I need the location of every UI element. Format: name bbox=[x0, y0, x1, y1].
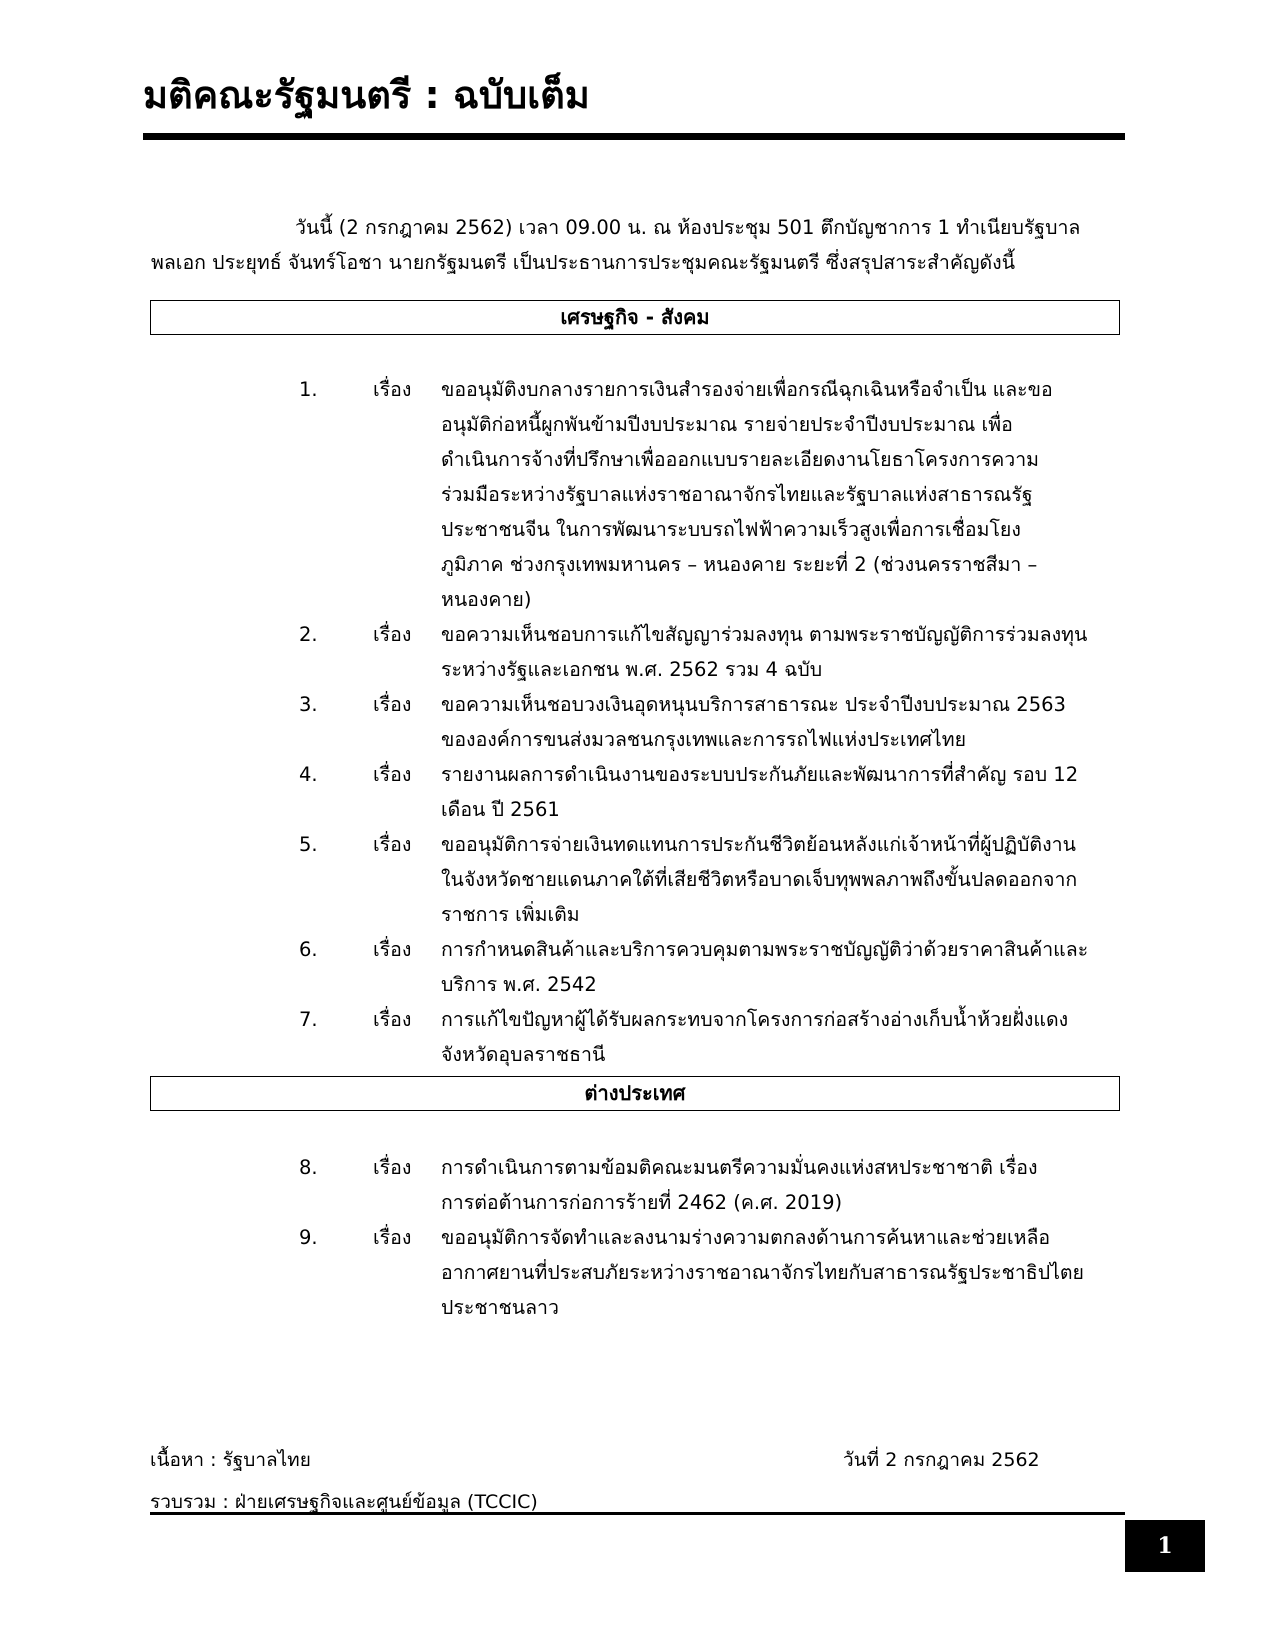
agenda-item-line: การดำเนินการตามข้อมติคณะมนตรีความมั่นคงแห่งสหประชาชาติ เรื่อง bbox=[441, 1156, 1038, 1179]
agenda-item-line: ประชาชนจีน ในการพัฒนาระบบรถไฟฟ้าความเร็วสูงเพื่อการเชื่อมโยง bbox=[441, 518, 1021, 541]
agenda-item-label: เรื่อง bbox=[373, 623, 412, 646]
section-list-economy-society bbox=[0, 372, 1275, 1072]
agenda-item-number: 4. bbox=[299, 763, 318, 786]
footer-date: วันที่ 2 กรกฎาคม 2562 bbox=[843, 1449, 1040, 1471]
agenda-item-text bbox=[441, 687, 1121, 757]
agenda-item-line: ในจังหวัดชายแดนภาคใต้ที่เสียชีวิตหรือบาดเจ็บทุพพลภาพถึงขั้นปลดออกจาก bbox=[441, 868, 1078, 891]
agenda-item bbox=[0, 827, 1275, 932]
agenda-item-line: ขออนุมัติงบกลางรายการเงินสำรองจ่ายเพื่อกรณีฉุกเฉินหรือจำเป็น และขอ bbox=[441, 378, 1053, 401]
agenda-item-line: ขอความเห็นชอบการแก้ไขสัญญาร่วมลงทุน ตามพระราชบัญญัติการร่วมลงทุน bbox=[441, 623, 1088, 646]
agenda-item-line: ขอความเห็นชอบวงเงินอุดหนุนบริการสาธารณะ ประจำปีงบประมาณ 2563 bbox=[441, 693, 1066, 716]
agenda-item bbox=[0, 1002, 1275, 1072]
intro-line-2: พลเอก ประยุทธ์ จันทร์โอชา นายกรัฐมนตรี เป็นประธานการประชุมคณะรัฐมนตรี ซึ่งสรุปสาระสำคัญดังนี้ bbox=[151, 251, 1016, 274]
agenda-item bbox=[0, 757, 1275, 827]
agenda-item-line: ร่วมมือระหว่างรัฐบาลแห่งราชอาณาจักรไทยและรัฐบาลแห่งสาธารณรัฐ bbox=[441, 483, 1033, 506]
page-number-badge: 1 bbox=[1125, 1520, 1205, 1572]
agenda-item-line: ขององค์การขนส่งมวลชนกรุงเทพและการรถไฟแห่งประเทศไทย bbox=[441, 728, 967, 751]
agenda-item bbox=[0, 687, 1275, 757]
page-title: มติคณะรัฐมนตรี : ฉบับเต็ม bbox=[143, 73, 590, 117]
agenda-item-label: เรื่อง bbox=[373, 1156, 412, 1179]
agenda-item-number: 1. bbox=[299, 378, 318, 401]
agenda-item-line: ระหว่างรัฐและเอกชน พ.ศ. 2562 รวม 4 ฉบับ bbox=[441, 658, 823, 681]
agenda-item-line: ขออนุมัติการจัดทำและลงนามร่างความตกลงด้านการค้นหาและช่วยเหลือ bbox=[441, 1226, 1051, 1249]
agenda-item-number: 2. bbox=[299, 623, 318, 646]
agenda-item-line: ขออนุมัติการจ่ายเงินทดแทนการประกันชีวิตย้อนหลังแก่เจ้าหน้าที่ผู้ปฏิบัติงาน bbox=[441, 833, 1076, 856]
intro-line-1: วันนี้ (2 กรกฎาคม 2562) เวลา 09.00 น. ณ ห้องประชุม 501 ตึกบัญชาการ 1 ทำเนียบรัฐบาล bbox=[295, 216, 1081, 239]
agenda-item-text bbox=[441, 757, 1121, 827]
agenda-item-number: 8. bbox=[299, 1156, 318, 1179]
agenda-item-number: 9. bbox=[299, 1226, 318, 1249]
agenda-item bbox=[0, 372, 1275, 617]
agenda-item bbox=[0, 1150, 1275, 1220]
footer-compiled-by: รวบรวม : ฝ่ายเศรษฐกิจและศูนย์ข้อมูล (TCCIC) bbox=[150, 1491, 538, 1513]
agenda-item bbox=[0, 617, 1275, 687]
agenda-item-line: ประชาชนลาว bbox=[441, 1296, 559, 1319]
agenda-item-line: การกำหนดสินค้าและบริการควบคุมตามพระราชบัญญัติว่าด้วยราคาสินค้าและ bbox=[441, 938, 1089, 961]
agenda-item-line: อนุมัติก่อหนี้ผูกพันข้ามปีงบประมาณ รายจ่ายประจำปีงบประมาณ เพื่อ bbox=[441, 413, 1013, 436]
agenda-item-line: บริการ พ.ศ. 2542 bbox=[441, 973, 597, 996]
agenda-item-label: เรื่อง bbox=[373, 938, 412, 961]
title-divider bbox=[143, 133, 1125, 140]
agenda-item-text bbox=[441, 1150, 1121, 1220]
agenda-item-text bbox=[441, 1220, 1121, 1325]
agenda-item-text bbox=[441, 932, 1121, 1002]
agenda-item-line: จังหวัดอุบลราชธานี bbox=[441, 1043, 606, 1066]
agenda-item bbox=[0, 1220, 1275, 1325]
section-list-foreign-affairs bbox=[0, 1150, 1275, 1325]
agenda-item-line: เดือน ปี 2561 bbox=[441, 798, 560, 821]
agenda-item-line: หนองคาย) bbox=[441, 588, 532, 611]
agenda-item-label: เรื่อง bbox=[373, 693, 412, 716]
intro-paragraph bbox=[151, 210, 1121, 280]
agenda-item bbox=[0, 932, 1275, 1002]
agenda-item-text bbox=[441, 372, 1121, 617]
agenda-item-line: ดำเนินการจ้างที่ปรึกษาเพื่อออกแบบรายละเอียดงานโยธาโครงการความ bbox=[441, 448, 1039, 471]
agenda-item-line: ราชการ เพิ่มเติม bbox=[441, 903, 580, 926]
agenda-item-text bbox=[441, 1002, 1121, 1072]
agenda-item-number: 5. bbox=[299, 833, 318, 856]
agenda-item-number: 6. bbox=[299, 938, 318, 961]
agenda-item-text bbox=[441, 617, 1121, 687]
agenda-item-label: เรื่อง bbox=[373, 833, 412, 856]
agenda-item-line: ภูมิภาค ช่วงกรุงเทพมหานคร – หนองคาย ระยะที่ 2 (ช่วงนครราชสีมา – bbox=[441, 553, 1038, 576]
agenda-item-label: เรื่อง bbox=[373, 378, 412, 401]
agenda-item-line: การต่อต้านการก่อการร้ายที่ 2462 (ค.ศ. 2019) bbox=[441, 1191, 843, 1214]
section-heading-foreign-affairs: ต่างประเทศ bbox=[150, 1076, 1120, 1111]
agenda-item-label: เรื่อง bbox=[373, 1008, 412, 1031]
agenda-item-line: รายงานผลการดำเนินงานของระบบประกันภัยและพัฒนาการที่สำคัญ รอบ 12 bbox=[441, 763, 1079, 786]
agenda-item-label: เรื่อง bbox=[373, 763, 412, 786]
agenda-item-label: เรื่อง bbox=[373, 1226, 412, 1249]
section-heading-economy-society: เศรษฐกิจ - สังคม bbox=[150, 300, 1120, 335]
footer-content-source: เนื้อหา : รัฐบาลไทย bbox=[150, 1449, 311, 1471]
agenda-item-text bbox=[441, 827, 1121, 932]
agenda-item-number: 7. bbox=[299, 1008, 318, 1031]
agenda-item-number: 3. bbox=[299, 693, 318, 716]
agenda-item-line: การแก้ไขปัญหาผู้ได้รับผลกระทบจากโครงการก่อสร้างอ่างเก็บน้ำห้วยฝั่งแดง bbox=[441, 1008, 1069, 1031]
agenda-item-line: อากาศยานที่ประสบภัยระหว่างราชอาณาจักรไทยกับสาธารณรัฐประชาธิปไตย bbox=[441, 1261, 1084, 1284]
